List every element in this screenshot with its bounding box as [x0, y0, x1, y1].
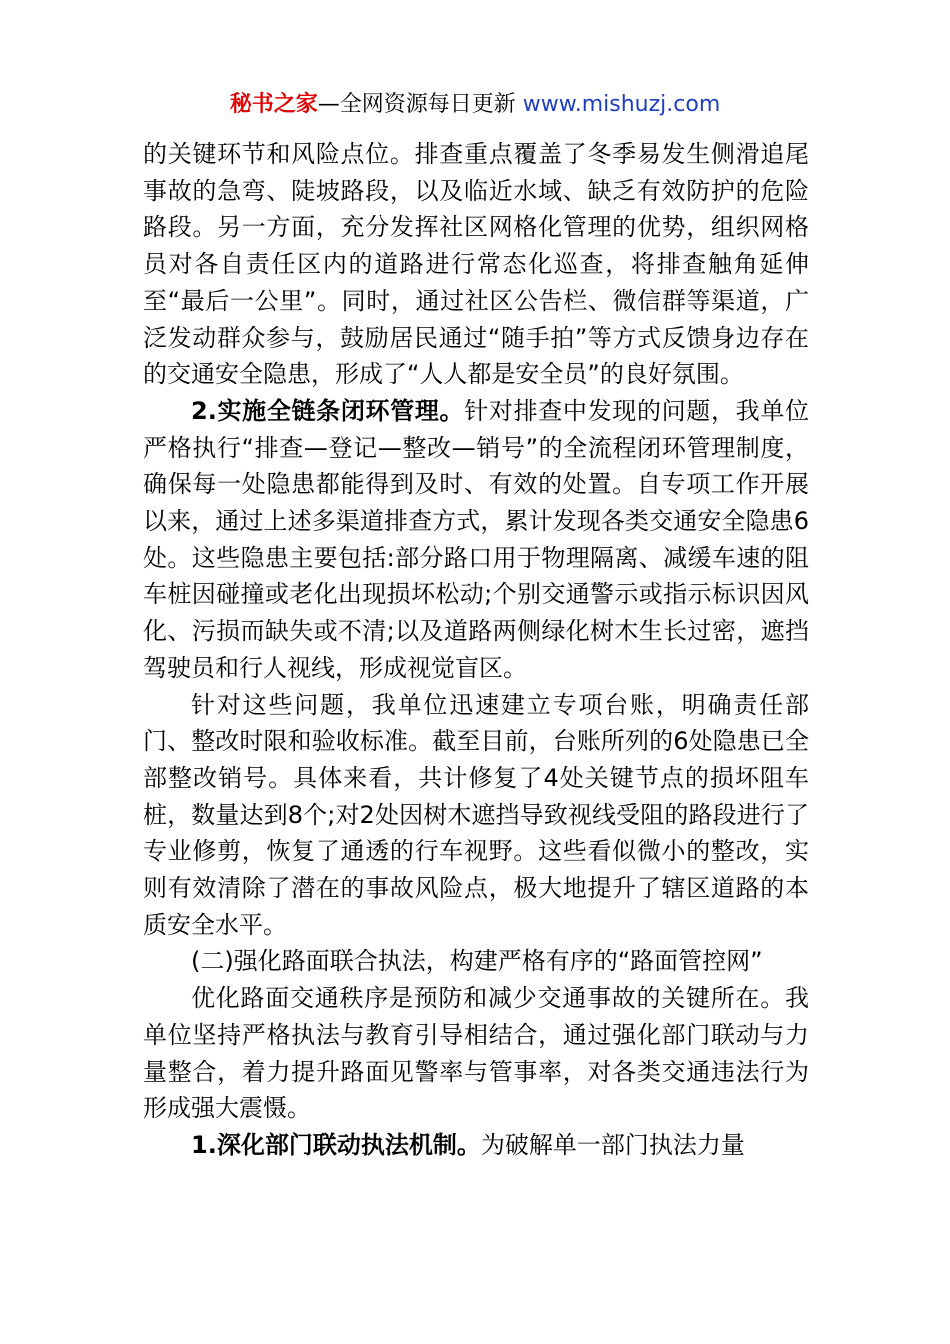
paragraph-2-heading: 2.实施全链条闭环管理。	[191, 396, 465, 425]
site-slogan: 全网资源每日更新	[339, 92, 516, 117]
paragraph-6-body: 为破解单一部门执法力量	[480, 1130, 745, 1159]
header-dash: —	[317, 92, 340, 117]
paragraph-2	[143, 393, 809, 687]
section-heading: (二)强化路面联合执法，构建严格有序的“路面管控网”	[191, 947, 763, 976]
site-brand: 秘书之家	[229, 92, 318, 117]
paragraph-5: 优化路面交通秩序是预防和减少交通事故的关键所在。我单位坚持严格执法与教育引导相结合，通过强化部门联动与力量整合，着力提升路面见警率与管事率，对各类交通违法行为形成强大震慑。	[143, 984, 809, 1123]
site-url-link[interactable]: www.mishuzj.com	[522, 92, 721, 117]
site-header	[0, 88, 950, 122]
paragraph-6	[143, 1127, 809, 1164]
paragraph-1: 的关键环节和风险点位。排查重点覆盖了冬季易发生侧滑追尾事故的急弯、陡坡路段，以及临近水域、缺乏有效防护的危险路段。另一方面，充分发挥社区网格化管理的优势，组织网格员对各自责任区内的道路进行常态化巡查，将排查触角延伸至“最后一公里”。同时，通过社区公告栏、微信群等渠道，广泛发动群众参与，鼓励居民通过“随手拍”等方式反馈身边存在的交通安全隐患，形成了“人人都是安全员”的良好氛围。	[143, 140, 809, 389]
paragraph-2-body: 针对排查中发现的问题，我单位严格执行“排查—登记—整改—销号”的全流程闭环管理制度，确保每一处隐患都能得到及时、有效的处置。自专项工作开展以来，通过上述多渠道排查方式，累计发现各类交通安全隐患6处。这些隐患主要包括:部分路口用于物理隔离、减缓车速的阻车桩因碰撞或老化出现损坏松动;个别交通警示或指示标识因风化、污损而缺失或不清;以及道路两侧绿化树木生长过密，遮挡驾驶员和行人视线，形成视觉盲区。	[143, 396, 809, 682]
document-body	[143, 136, 809, 1164]
paragraph-6-heading: 1.深化部门联动执法机制。	[191, 1130, 481, 1159]
paragraph-3: 针对这些问题，我单位迅速建立专项台账，明确责任部门、整改时限和验收标准。截至目前，台账所列的6处隐患已全部整改销号。具体来看，共计修复了4处关键节点的损坏阻车桩，数量达到8个;对2处因树木遮挡导致视线受阻的路段进行了专业修剪，恢复了通透的行车视野。这些看似微小的整改，实则有效清除了潜在的事故风险点，极大地提升了辖区道路的本质安全水平。	[143, 690, 809, 939]
